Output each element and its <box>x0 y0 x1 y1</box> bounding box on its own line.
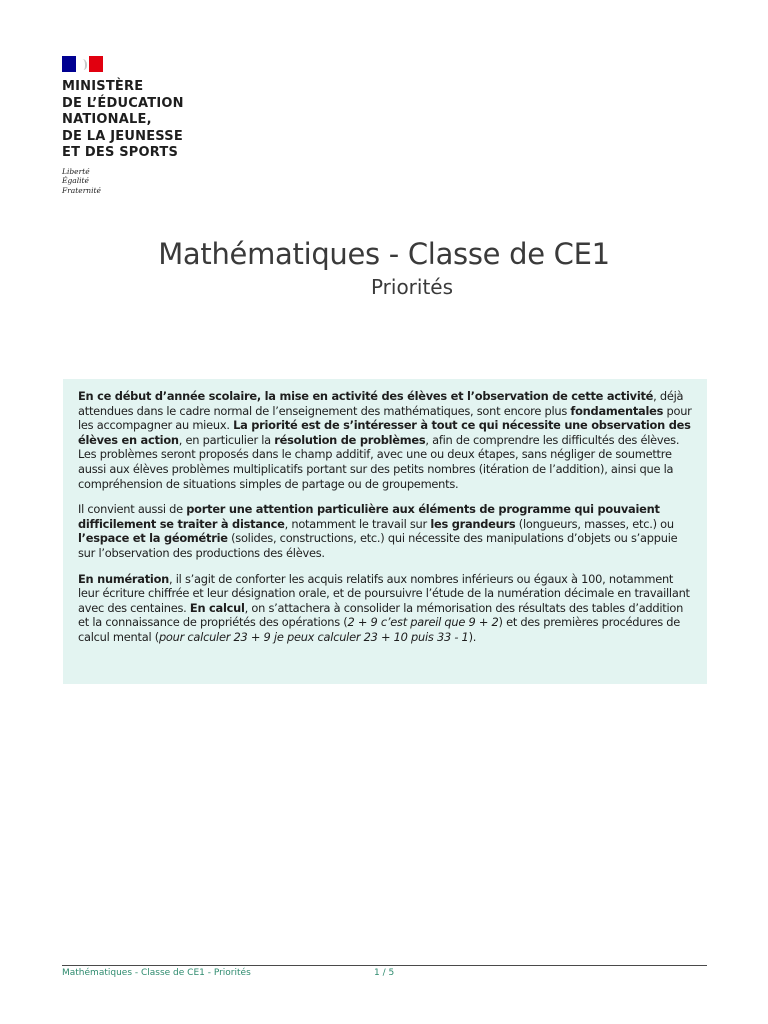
bold-text: porter une attention particulière aux éléments de programme qui pouvaient difficilement se traiter à distance <box>78 502 660 531</box>
ministry-line: NATIONALE, <box>62 112 152 127</box>
bold-text: En calcul <box>189 600 245 615</box>
page-title: Mathématiques - Classe de CE1 <box>158 237 610 271</box>
text: , déjà attendues dans le cadre normal de l’enseignement des mathématiques, sont encore plus <box>78 389 684 418</box>
text: ) et des premières procédures de calcul mental ( <box>78 615 680 644</box>
text: , en particulier la <box>178 432 275 447</box>
bold-text: La priorité est de s’intéresser à tout ce qui nécessite une observation des élèves en action <box>78 418 691 447</box>
republic-motto <box>62 167 262 196</box>
footer-page-number: 1 / 5 <box>374 968 395 978</box>
bold-text: fondamentales <box>570 403 664 418</box>
text: , afin de comprendre les difficultés des élèves. Les problèmes seront proposés dans le champ additif, avec une ou deux étapes, sans négliger de soumettre aussi aux élèves problèmes multiplicatifs portant sur des petits nombres (itération de l’addition), ainsi que la compréhension de situations simples de partage ou de groupements. <box>78 432 680 491</box>
priorities-box <box>63 379 707 684</box>
text: (solides, constructions, etc.) qui nécessite des manipulations d’objets ou s’appuie sur l’observation des productions des élèves. <box>78 531 678 560</box>
bold-text: En ce début d’année scolaire, la mise en activité des élèves et l’observation de cette activité <box>78 389 654 403</box>
bold-text: les grandeurs <box>430 516 516 531</box>
ministry-line: MINISTÈRE <box>62 79 144 94</box>
bold-text: l’espace et la géométrie <box>78 531 228 546</box>
text: , on s’attachera à consolider la mémorisation des résultats des tables d’addition et la connaissance de propriétés des opérations ( <box>78 600 684 630</box>
ministry-name <box>62 79 262 162</box>
paragraph-intro <box>78 389 693 491</box>
bold-text: résolution de problèmes <box>274 432 426 447</box>
ministry-logo <box>62 56 262 195</box>
footer-document-title: Mathématiques - Classe de CE1 - Priorités <box>62 968 251 978</box>
marianne-flag-icon <box>62 56 103 72</box>
paragraph-numeration <box>78 572 693 645</box>
ministry-line: DE L’ÉDUCATION <box>62 95 184 111</box>
italic-text: pour calculer 23 + 9 je peux calculer 23 + 10 puis 33 - 1 <box>158 629 469 644</box>
text: pour les accompagner au mieux. <box>78 403 692 433</box>
ministry-line: DE LA JEUNESSE <box>62 128 183 144</box>
text: , il s’agit de conforter les acquis relatifs aux nombres inférieurs ou égaux à 100, notamment leur écriture chiffrée et leur désignation orale, et de poursuivre l’étude de la numération décimale en travaillant avec des centaines. <box>78 571 690 615</box>
motto-line: Liberté <box>62 166 90 176</box>
bold-text: En numération <box>78 571 170 586</box>
italic-text: 2 + 9 c’est pareil que 9 + 2 <box>347 615 499 630</box>
text: (longueurs, masses, etc.) ou <box>515 516 674 531</box>
text: , notamment le travail sur <box>284 516 431 531</box>
footer-divider <box>62 965 707 966</box>
page-subtitle: Priorités <box>370 275 454 299</box>
ministry-line: ET DES SPORTS <box>62 145 179 160</box>
paragraph-attention <box>78 502 693 560</box>
text: Il convient aussi de <box>78 502 187 517</box>
title-block <box>0 234 768 300</box>
motto-line: Fraternité <box>62 185 101 195</box>
motto-line: Égalité <box>62 176 89 185</box>
text: ). <box>468 629 477 644</box>
